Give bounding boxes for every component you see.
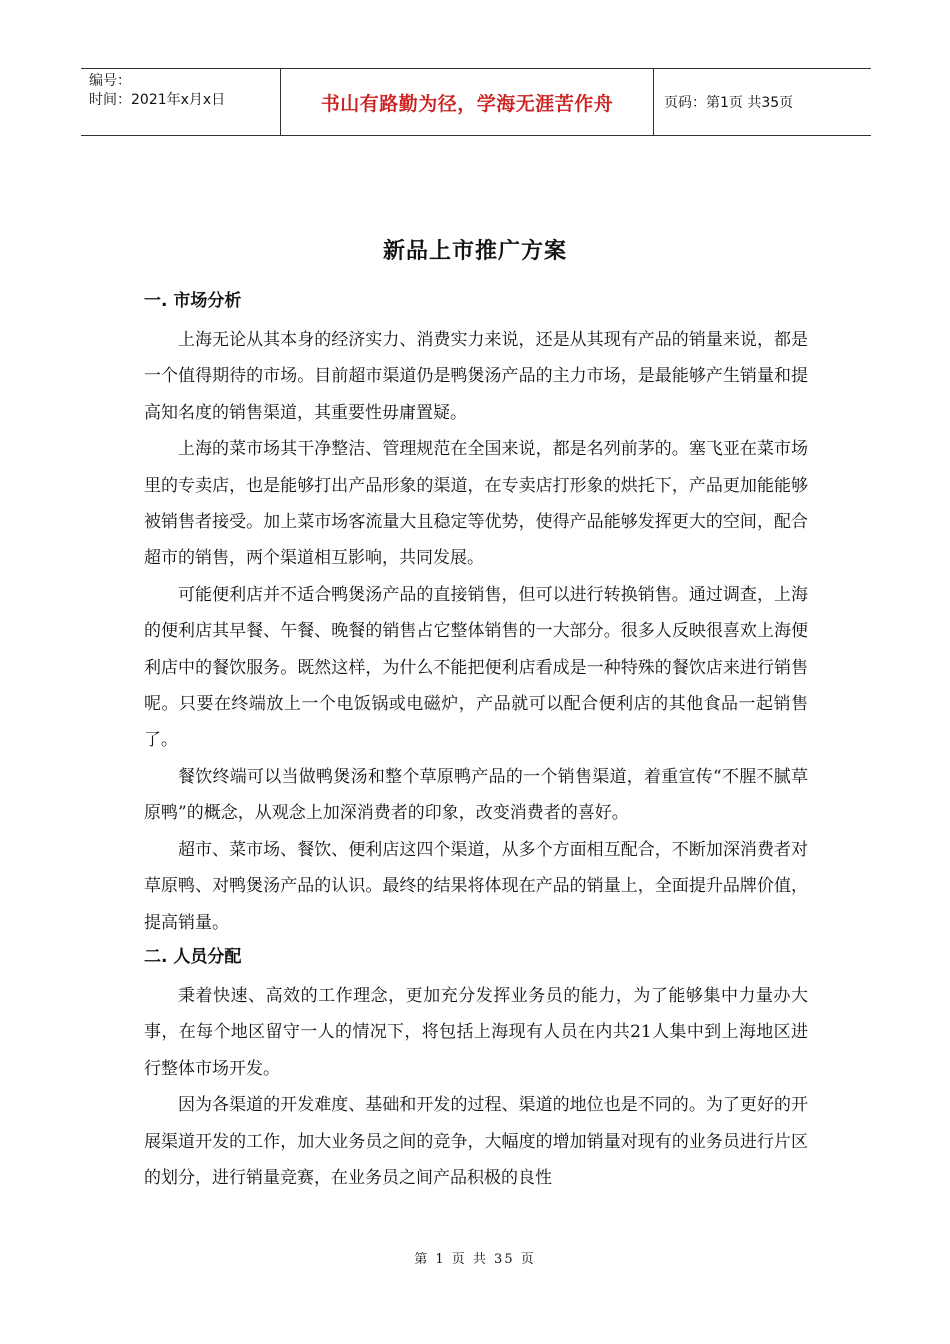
paragraph: 餐饮终端可以当做鸭煲汤和整个草原鸭产品的一个销售渠道，着重宣传“不腥不腻草原鸭”的概念，从观念上加深消费者的印象，改变消费者的喜好。 bbox=[144, 766, 808, 824]
paragraph: 可能便利店并不适合鸭煲汤产品的直接销售，但可以进行转换销售。通过调查，上海的便利店其早餐、午餐、晚餐的销售占它整体销售的一大部分。很多人反映很喜欢上海便利店中的餐饮服务。既然这样，为什么不能把便利店看成是一种特殊的餐饮店来进行销售呢。只要在终端放上一个电饭锅或电磁炉，产品就可以配合便利店的其他食品一起销售了。 bbox=[144, 584, 808, 751]
paragraph: 秉着快速、高效的工作理念，更加充分发挥业务员的能力，为了能够集中力量办大事，在每个地区留守一人的情况下，将包括上海现有人员在内共21人集中到上海地区进行整体市场开发。 bbox=[144, 985, 808, 1079]
header-code-label: 编号： bbox=[89, 73, 131, 89]
document-title: 新品上市推广方案 bbox=[382, 239, 567, 264]
paragraph: 因为各渠道的开发难度、基础和开发的过程、渠道的地位也是不同的。为了更好的开展渠道开发的工作，加大业务员之间的竞争，大幅度的增加销量对现有的业务员进行片区的划分，进行销量竞赛，在业务员之间产品积极的良性 bbox=[144, 1095, 808, 1188]
header-page-info: 页码：第1页 共35页 bbox=[664, 95, 794, 111]
paragraph: 上海无论从其本身的经济实力、消费实力来说，还是从其现有产品的销量来说，都是一个值得期待的市场。目前超市渠道仍是鸭煲汤产品的主力市场，是最能够产生销量和提高知名度的销售渠道，其重要性毋庸置疑。 bbox=[144, 330, 808, 423]
paragraph: 上海的菜市场其干净整洁、管理规范在全国来说，都是名列前茅的。塞飞亚在菜市场里的专卖店，也是能够打出产品形象的渠道，在专卖店打形象的烘托下，产品更加能能够被销售者接受。加上菜市场客流量大且稳定等优势，使得产品能够发挥更大的空间，配合超市的销售，两个渠道相互影响，共同发展。 bbox=[144, 439, 808, 569]
page-footer: 第 1 页 共 35 页 bbox=[414, 1252, 536, 1267]
document-body bbox=[144, 287, 808, 1196]
section-heading: 二. 人员分配 bbox=[144, 946, 242, 967]
document-header bbox=[81, 68, 871, 136]
section-market-analysis bbox=[144, 287, 808, 941]
header-motto: 书山有路勤为径，学海无涯苦作舟 bbox=[281, 69, 654, 135]
header-meta-cell bbox=[81, 69, 281, 135]
header-date-label: 时间：2021年x月x日 bbox=[89, 92, 226, 108]
section-heading: 一. 市场分析 bbox=[144, 291, 242, 311]
paragraph: 超市、菜市场、餐饮、便利店这四个渠道，从多个方面相互配合，不断加深消费者对草原鸭、对鸭煲汤产品的认识。最终的结果将体现在产品的销量上，全面提升品牌价值，提高销量。 bbox=[144, 839, 808, 933]
section-staff-allocation bbox=[144, 943, 808, 1196]
